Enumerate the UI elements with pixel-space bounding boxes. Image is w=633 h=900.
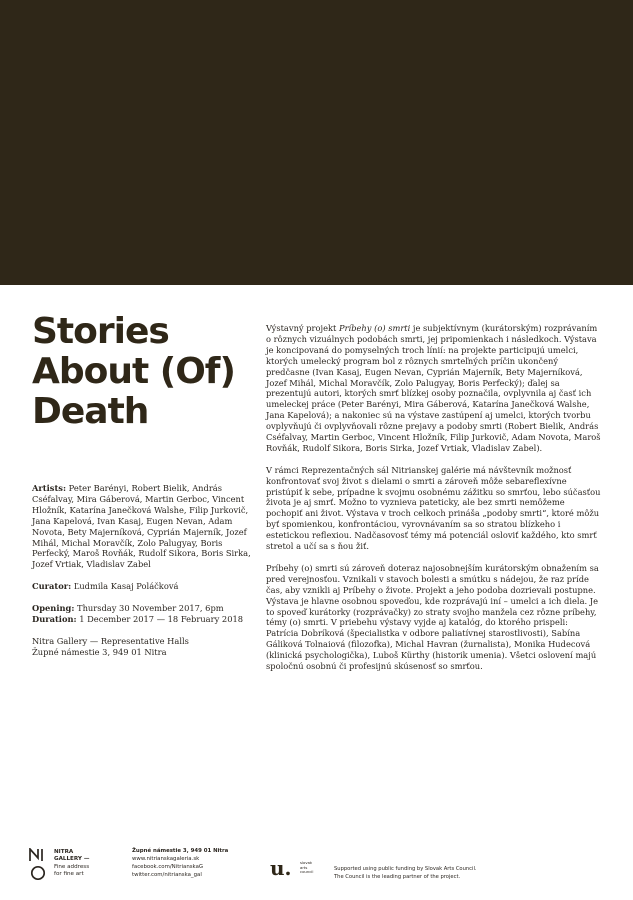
title-line: Stories [32,311,169,352]
exhibition-description [266,323,602,683]
logo-wordmark [54,849,114,879]
venue-address: Župné námestie 3, 949 01 Nitra [32,646,167,657]
twitter-link[interactable]: twitter.com/nitrianska_gal [132,872,202,878]
contact-address: Župné námestie 3, 949 01 Nitra [132,848,229,854]
title-line: About (Of) [32,351,235,392]
paragraph [266,323,602,454]
paragraph: Príbehy (o) smrti sú zároveň doteraz najosobnejším kurátorským obnažením sa pred verejnosťou. Vznikali v stavoch bolesti a smútku s nádejou, že raz príde čas, aby vznikli aj Príbehy o živote. Projekt a jeho podoba dozrievali postupne. Výstava je hlavne osobnou spoveďou, kde rozprávajú iní – umelci a ich diela. Je to spoveď kurátorky (rozprávačky) zo straty svojho manžela cez rôzne príbehy, témy (o) smrti. V priebehu výstavy vyjde aj katalóg, do ktorého prispeli: Patrícia Dobríková (špecialistka v odbore paliatívnej starostlivosti), Sabína Gáliková Tolnaiová (filozofka), Michal Havran (žurnalista), Monika Hudecová (klinická psychologička), Luboš Kürthy (historik umenia). Všetci oslovení majú spoločnú osobnú či profesijnú skúsenosť so smrťou. [266,562,599,672]
logo-line: NITRA [54,849,74,855]
duration-label: Duration: [32,613,77,624]
venue-name: Nitra Gallery — Representative Halls [32,635,189,646]
council-wordmark [300,861,324,875]
page-title [32,312,252,432]
slovak-arts-council-logo-icon: u. [270,856,292,880]
council-word: slovak [300,860,313,865]
paragraph-lead: Výstavný projekt [266,323,339,333]
artists-list: Peter Barényi, Robert Bielik, András Cséfalvay, Mira Gáberová, Martin Gerboc, Vincent Hložník, Katarína Janečková Walshe, Filip Jurkovič, Jana Kapelová, Ivan Kasaj, Eugen Nevan, Adam Novota, Bety Majerníková, Cyprián Majerník, Jozef Mihál, Michal Moravčík, Zolo Palugyay, Boris Perfecký, Maroš Rovňák, Rudolf Sikora, Boris Sirka, Jozef Vrtiak, Vladislav Zabel [32,483,251,570]
curator-block [32,581,254,592]
curator-name: Ľudmila Kasaj Poláčková [73,581,179,592]
exhibition-info [32,483,254,668]
logo-line: for fine art [54,871,84,878]
paragraph-rest: je subjektívnym (kurátorským) rozprávaním o rôznych vizuálnych podobách smrti, jej pripomienkach i následkoch. Výstava je koncipovaná do pomyselných troch línií: na projekte participujú umelci, ktorých umelecký program bol z rôznych smrteľných príčin ukončený predčasne (Ivan Kasaj, Eugen Nevan, Cyprián Majerník, Bety Majerníková, Jozef Mihál, Michal Moravčík, Zolo Palugyay, Boris Perfecký); ďalej sa prezentujú autori, ktorých smrť blízkej osoby poznačila, ovplyvnila aj časť ich umeleckej práce (Peter Barényi, Mira Gáberová, Katarína Janečková Walshe, Jana Kapelová); a nakoniec sú na výstave zastúpení aj umelci, ktorých tvorbu ovplyvňujú či ovplyvňovali rôzne prejavy a podoby smrti (Robert Bielik, András Cséfalvay, Martin Gerboc, Vincent Hložník, Filip Jurkovič, Adam Novota, Maroš Rovňák, Rudolf Sikora, Boris Sirka, Jozef Vrtiak, Vladislav Zabel). [266,323,601,453]
opening-label: Opening: [32,602,75,613]
dates-block [32,603,254,625]
logo-line: Fine address [54,863,90,870]
funding-line: Supported using public funding by Slovak Arts Council. [334,866,477,872]
artists-block [32,483,254,570]
contact-info [132,847,252,879]
duration-dates: 1 December 2017 — 18 February 2018 [79,613,244,624]
funding-note [334,865,564,881]
curator-label: Curator: [32,581,72,592]
nitra-gallery-logo-icon [29,848,47,880]
project-title: Príbehy (o) smrti [339,323,411,333]
artists-label: Artists: [32,483,67,493]
paragraph: V rámci Reprezentačných sál Nitrianskej galérie má návštevník možnosť konfrontovať svoj život s dielami o smrti a zároveň môže sebareflexívne pristúpiť k sebe, prípadne k svojmu osobnému zážitku so smrťou, lebo súčasťou života je aj smrť. Možno to vyznieva pateticky, ale bez smrti nemôžeme pochopiť ani život. Výstava v troch celkoch prináša „podoby smrti“, ktoré môžu byť spomienkou, konfrontáciou, vyrovnávaním sa so stratou blízkeho i estetickou reflexiou. Nadčasovosť témy má potenciál osloviť každého, kto smrť stretol a učí sa s ňou žiť. [266,464,601,552]
footer [0,840,633,900]
title-line: Death [32,391,149,432]
opening-date: Thursday 30 November 2017, 6pm [77,602,224,613]
facebook-link[interactable]: facebook.com/NitrianskaG [132,864,204,870]
venue-block [32,636,254,658]
council-word: arts [300,864,308,870]
logo-line: GALLERY — [54,856,90,863]
council-word: council [300,869,314,875]
top-color-band [0,0,633,285]
website-link[interactable]: www.nitrianskagaleria.sk [132,856,200,862]
funding-line: The Council is the leading partner of the project. [334,874,461,880]
